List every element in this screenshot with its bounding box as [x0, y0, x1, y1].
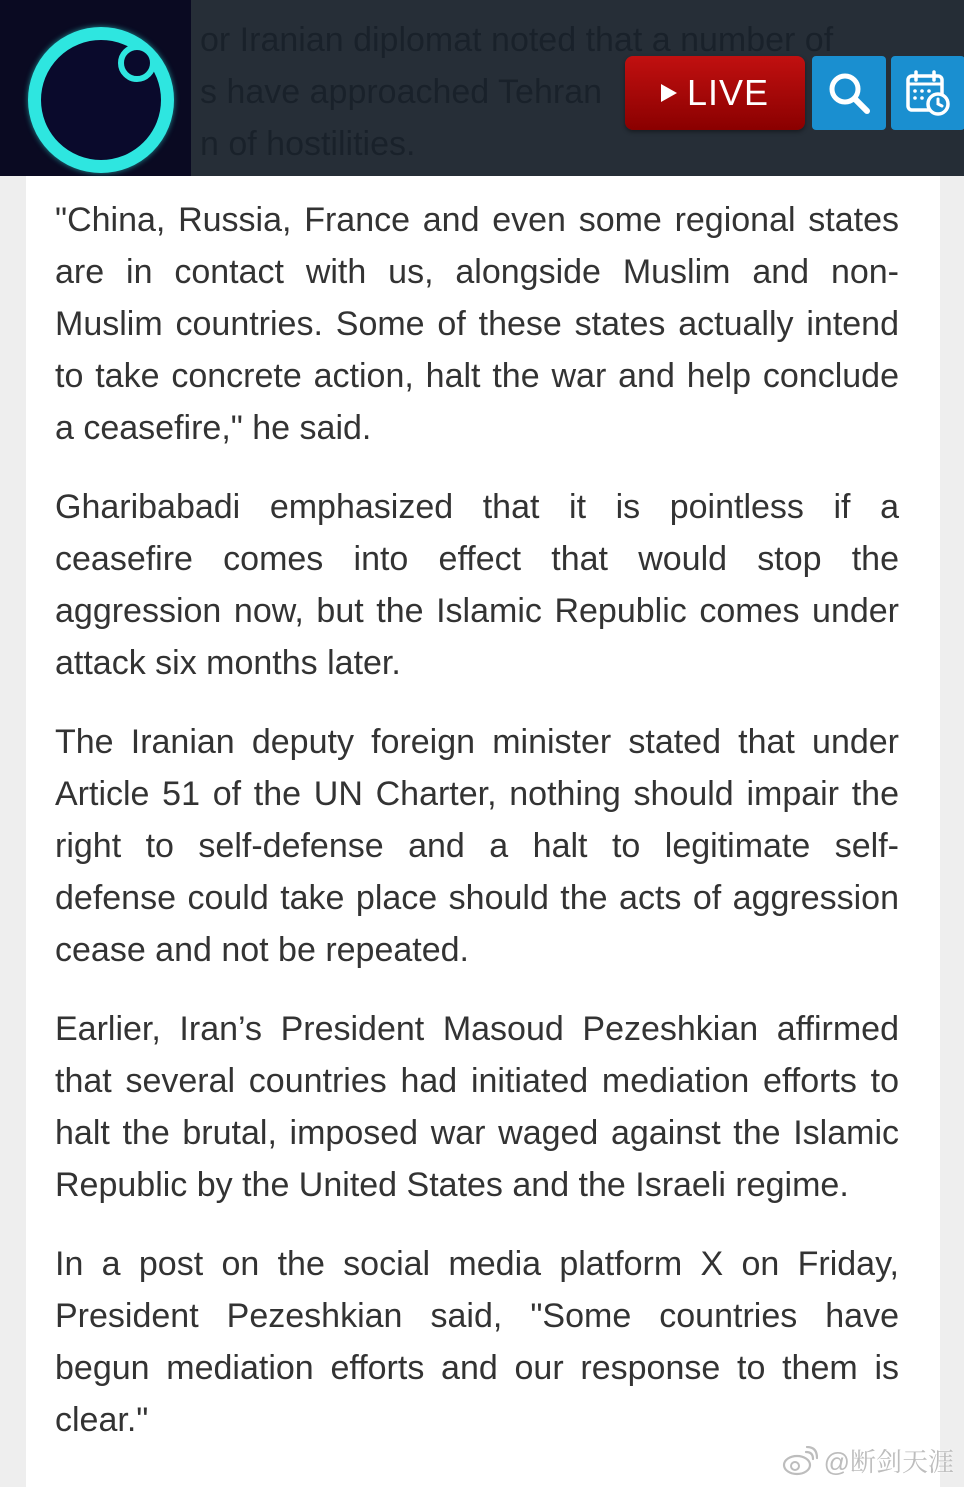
article-paragraph: In a post on the social media platform X on Friday, President Pezeshkian said, "Some countries have begun mediation efforts and our response to them is clear.": [55, 1245, 899, 1439]
logo-dot: [118, 44, 156, 82]
play-icon: [661, 84, 677, 102]
search-button[interactable]: [812, 56, 886, 130]
weibo-icon: [782, 1446, 818, 1476]
article-paragraph: Earlier, Iran’s President Masoud Pezeshkian affirmed that several countries had initiated mediation efforts to halt the brutal, imposed war waged against the Islamic Republic by the United States and the Israeli regime.: [55, 1010, 899, 1204]
calendar-clock-icon: [904, 69, 952, 117]
live-label: LIVE: [686, 72, 770, 113]
watermark: [782, 1442, 954, 1479]
article-body: [55, 194, 899, 1473]
article-paragraph: "China, Russia, France and even some regional states are in contact with us, alongside Muslim and non-Muslim countries. Some of these states actually intend to take concrete action, halt the war and help conclude a ceasefire," he said.: [55, 201, 899, 447]
site-header: [0, 0, 964, 176]
watermark-text: @断剑天涯: [823, 1447, 954, 1477]
presstv-logo-icon: [28, 27, 174, 173]
live-button[interactable]: [625, 56, 805, 130]
article-paragraph: The Iranian deputy foreign minister stated that under Article 51 of the UN Charter, nothing should impair the right to self-defense and a halt to legitimate self-defense could take place should the acts of aggression cease and not be repeated.: [55, 723, 899, 969]
schedule-button[interactable]: [891, 56, 964, 130]
search-icon: [826, 70, 872, 116]
logo-link[interactable]: [0, 0, 191, 176]
article-paragraph: Gharibabadi emphasized that it is pointless if a ceasefire comes into effect that would stop the aggression now, but the Islamic Republic comes under attack six months later.: [55, 488, 899, 682]
